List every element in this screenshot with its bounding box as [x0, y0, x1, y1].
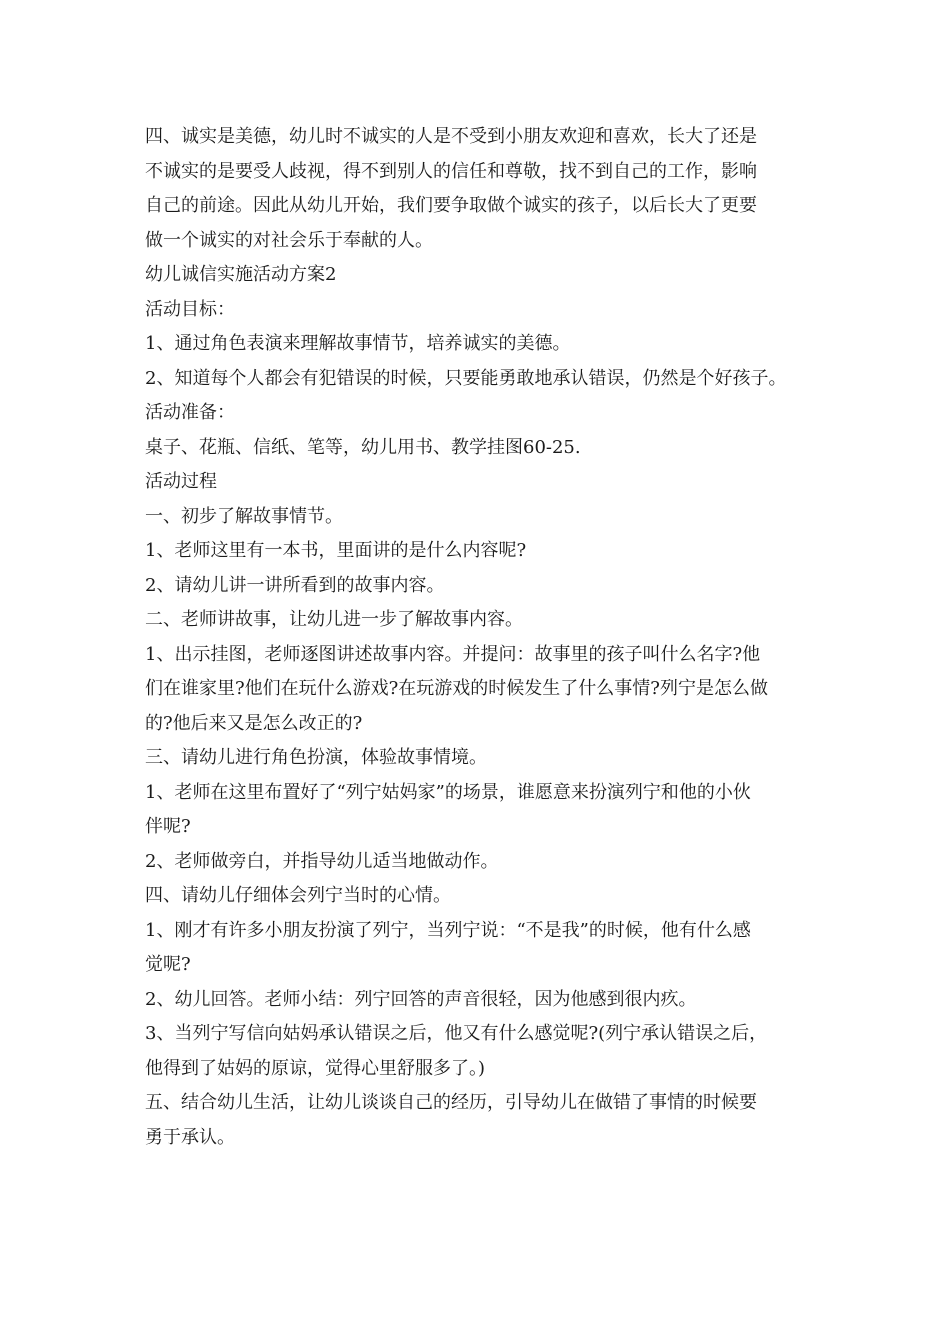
body-line: 1、老师在这里布置好了“列宁姑妈家”的场景，谁愿意来扮演列宁和他的小伙 — [145, 781, 751, 803]
body-line: 五、结合幼儿生活，让幼儿谈谈自己的经历，引导幼儿在做错了事情的时候要 — [145, 1092, 757, 1113]
body-line: 不诚实的是要受人歧视，得不到别人的信任和尊敬，找不到自己的工作，影响 — [145, 160, 757, 182]
body-line: 1、刚才有许多小朋友扮演了列宁，当列宁说：“不是我”的时候，他有什么感 — [145, 919, 751, 941]
body-line: 勇于承认。 — [145, 1126, 235, 1148]
body-line: 四、诚实是美德，幼儿时不诚实的人是不受到小朋友欢迎和喜欢，长大了还是 — [145, 126, 757, 147]
body-line: 一、初步了解故事情节。 — [145, 505, 343, 527]
body-line: 1、通过角色表演来理解故事情节，培养诚实的美德。 — [145, 333, 571, 354]
body-line: 三、请幼儿进行角色扮演，体验故事情境。 — [145, 747, 487, 768]
section-heading-process: 活动过程 — [145, 471, 217, 492]
body-line: 3、当列宁写信向姑妈承认错误之后，他又有什么感觉呢?(列宁承认错误之后， — [145, 1023, 768, 1044]
section-heading-preparation: 活动准备： — [145, 402, 235, 423]
body-line: 伴呢? — [145, 816, 191, 837]
body-line: 2、幼儿回答。老师小结：列宁回答的声音很轻，因为他感到很内疚。 — [145, 988, 697, 1010]
body-line: 做一个诚实的对社会乐于奉献的人。 — [145, 229, 433, 251]
body-line: 1、出示挂图，老师逐图讲述故事内容。并提问：故事里的孩子叫什么名字?他 — [145, 643, 761, 665]
section-title: 幼儿诚信实施活动方案2 — [145, 264, 337, 285]
document-body — [145, 120, 835, 1155]
body-line: 2、知道每个人都会有犯错误的时候，只要能勇敢地承认错误，仍然是个好孩子。 — [145, 367, 787, 389]
section-heading-goals: 活动目标： — [145, 298, 235, 320]
body-line: 2、请幼儿讲一讲所看到的故事内容。 — [145, 574, 445, 596]
body-line: 桌子、花瓶、信纸、笔等，幼儿用书、教学挂图60-25. — [145, 436, 581, 458]
body-line: 他得到了姑妈的原谅，觉得心里舒服多了。) — [145, 1057, 486, 1079]
body-line: 自己的前途。因此从幼儿开始，我们要争取做个诚实的孩子，以后长大了更要 — [145, 195, 757, 216]
body-line: 二、老师讲故事，让幼儿进一步了解故事内容。 — [145, 609, 523, 630]
body-line: 的?他后来又是怎么改正的? — [145, 712, 363, 734]
body-line: 1、老师这里有一本书，里面讲的是什么内容呢? — [145, 540, 527, 561]
body-line: 们在谁家里?他们在玩什么游戏?在玩游戏的时候发生了什么事情?列宁是怎么做 — [145, 678, 768, 699]
body-line: 觉呢? — [145, 954, 191, 975]
body-line: 四、请幼儿仔细体会列宁当时的心情。 — [145, 885, 451, 906]
body-line: 2、老师做旁白，并指导幼儿适当地做动作。 — [145, 850, 499, 872]
